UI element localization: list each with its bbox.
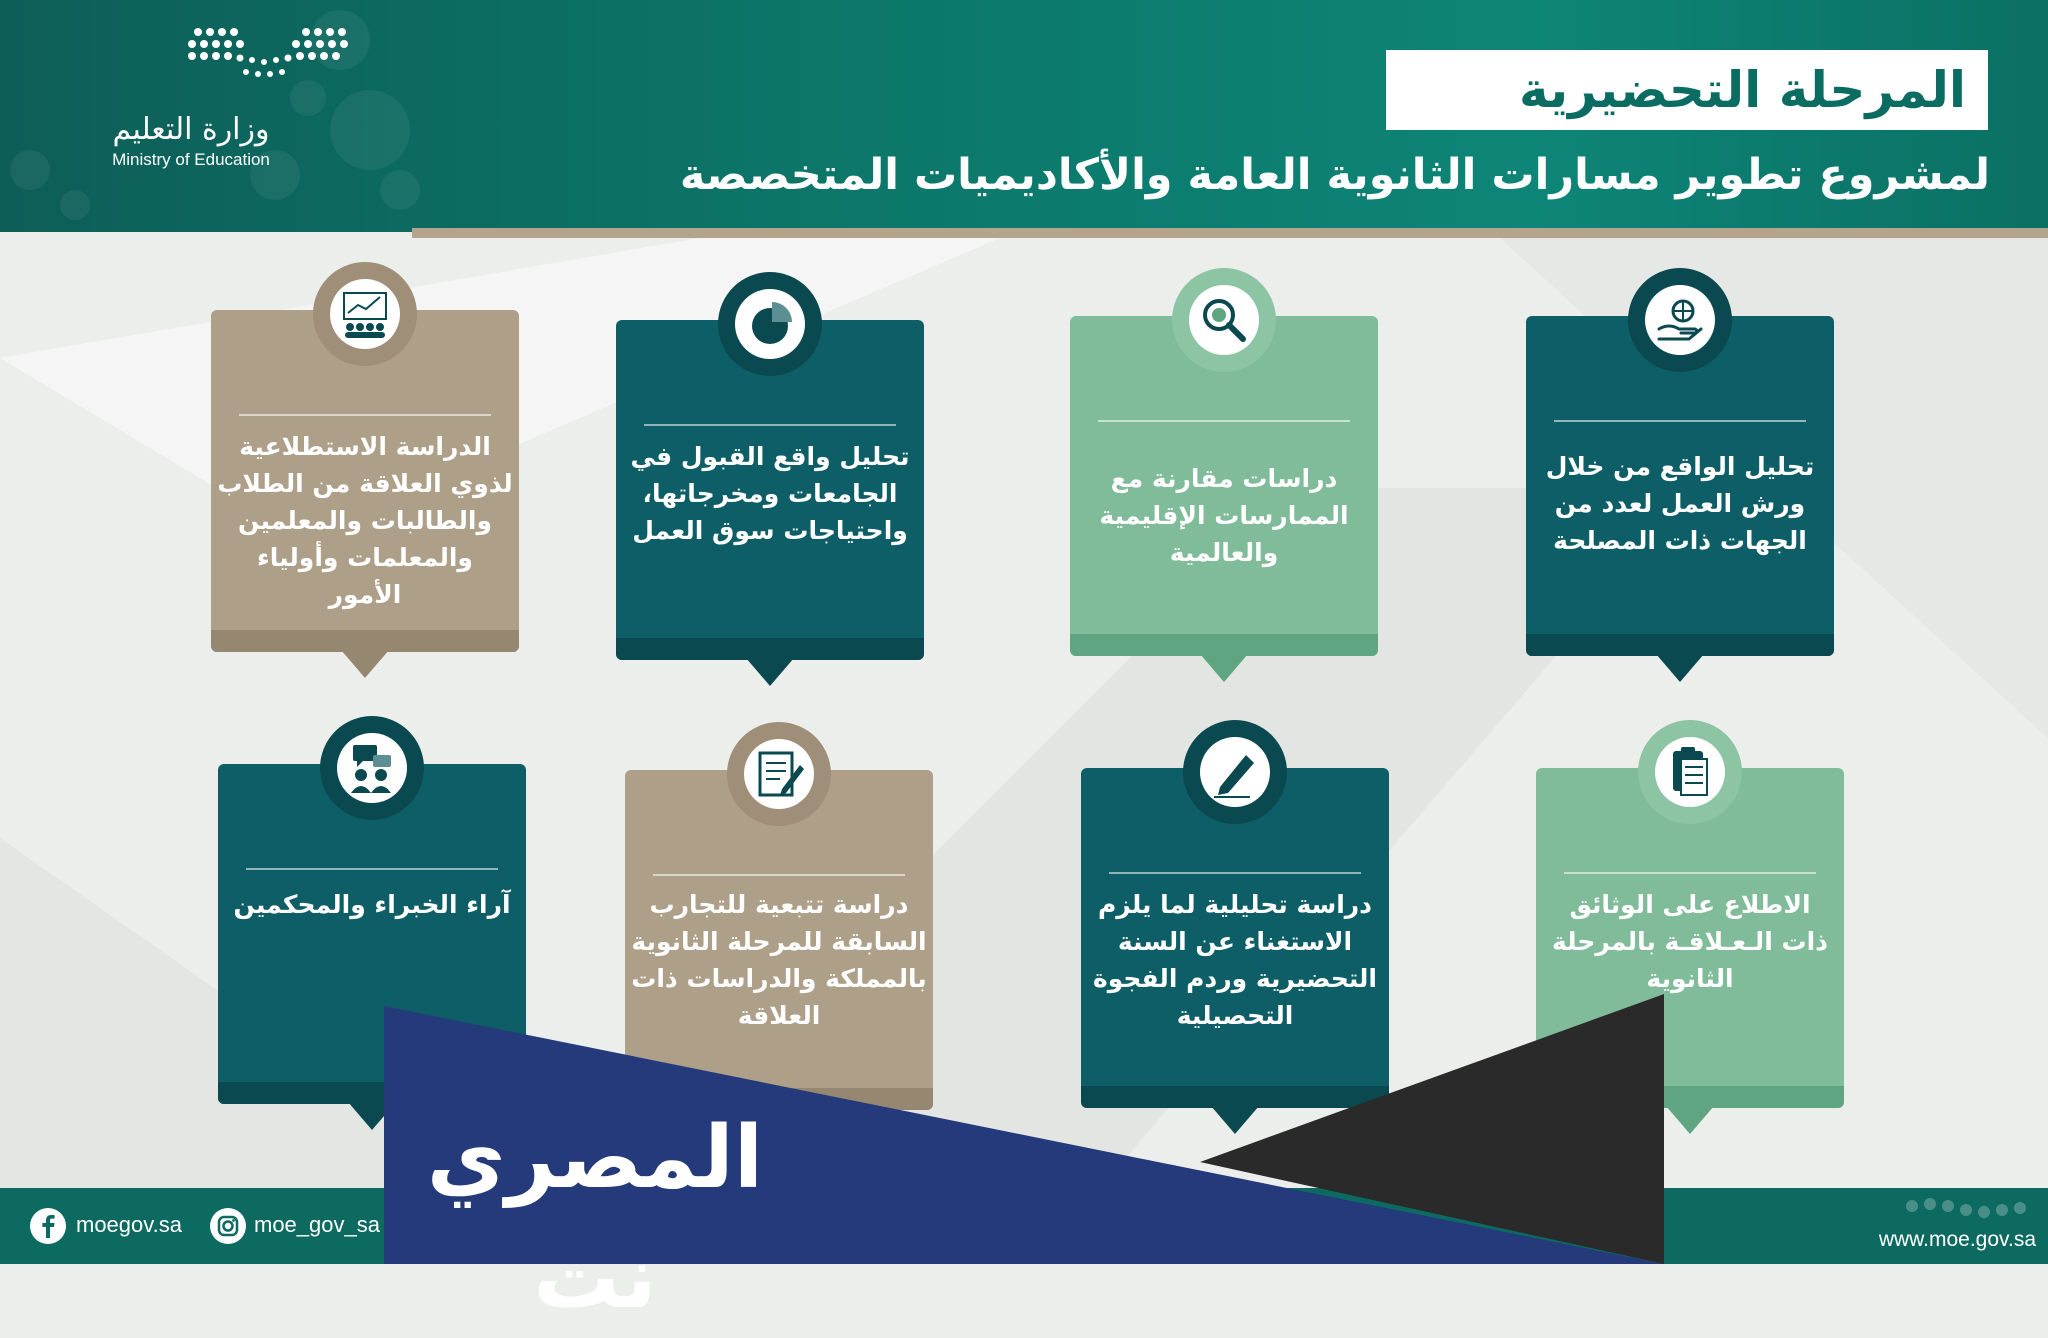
logo-english-text: Ministry of Education (112, 150, 270, 169)
step-text: دراسات مقارنة مع الممارسات الإقليمية والعالمية (1099, 464, 1349, 567)
step-text: الاطلاع على الوثائق ذات الـعـلاقـة بالمرحلة الثانوية (1551, 890, 1828, 993)
step-text: تحليل واقع القبول في الجامعات ومخرجاتها، واحتياجات سوق العمل (630, 442, 910, 545)
logo-arabic-text: وزارة التعليم (112, 112, 270, 147)
step-text: آراء الخبراء والمحكمين (233, 890, 511, 919)
step-text: دراسة تحليلية لما يلزم الاستغناء عن السنة التحضيرية وردم الفجوة التحصيلية (1092, 890, 1377, 1030)
page-title: المرحلة التحضيرية (1519, 61, 1966, 119)
facebook-handle[interactable]: moegov.sa (76, 1212, 182, 1237)
step-text: دراسة تتبعية للتجارب السابقة للمرحلة الثانوية بالمملكة والدراسات ذات العلاقة (631, 890, 927, 1030)
step-text: تحليل الواقع من خلال ورش العمل لعدد من الجهات ذات المصلحة (1545, 452, 1815, 555)
step-text: الدراسة الاستطلاعية لذوي العلاقة من الطلاب والطالبات والمعلمين والمعلمات وأولياء الأمور (217, 432, 513, 609)
page-subtitle: لمشروع تطوير مسارات الثانوية العامة والأكاديميات المتخصصة (679, 150, 1990, 200)
instagram-handle[interactable]: moe_gov_sa (254, 1212, 380, 1237)
website-link[interactable]: www.moe.gov.sa (1878, 1228, 2036, 1251)
watermark-text: المصري نت (426, 1108, 764, 1328)
